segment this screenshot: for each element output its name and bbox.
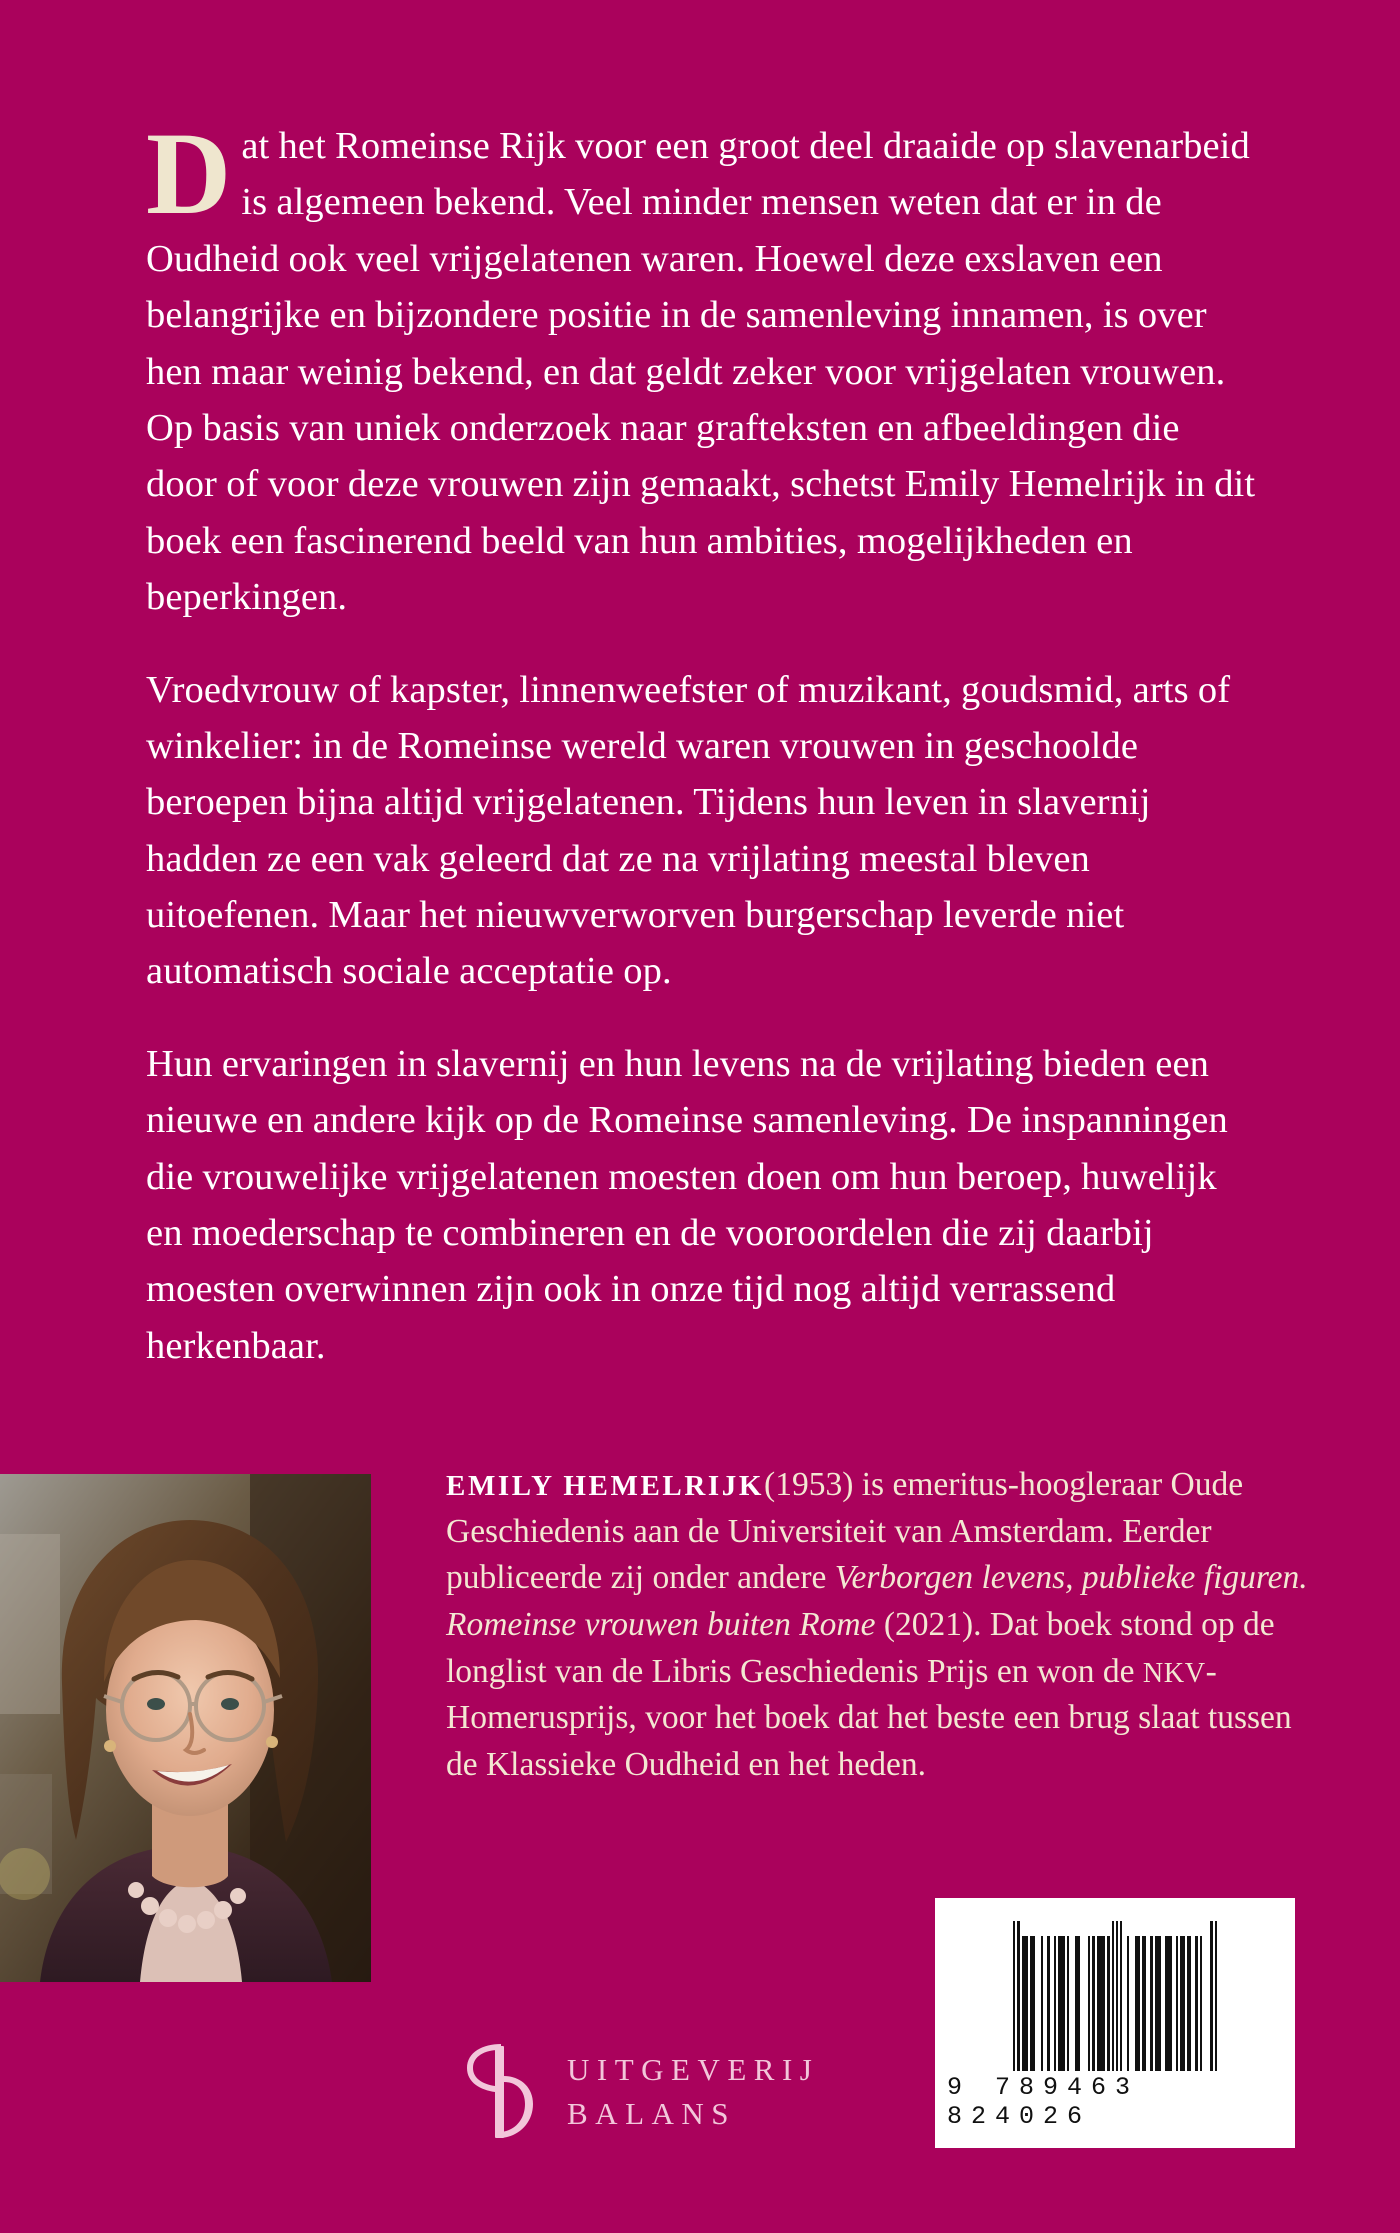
author-bio-part-3: -Homerusprijs, voor het boek dat het beste een brug slaat tussen de Klassieke Oudheid en het heden. [446,1652,1292,1783]
publisher-name [567,2048,819,2136]
author-portrait-photo [0,1474,371,1982]
author-previous-book-title: Verborgen levens, publieke figuren. Romeinse vrouwen buiten Rome [446,1559,1308,1643]
balans-monogram-icon [455,2044,543,2140]
publisher-line-2: BALANS [567,2096,737,2131]
publisher-logo [455,2044,819,2140]
blurb-paragraph-3: Hun ervaringen in slavernij en hun levens na de vrijlating bieden een nieuwe en andere kijk op de Romeinse samenleving. De inspanningen die vrouwelijke vrijgelatenen moesten doen om hun beroep, huwelijk en moederschap te combineren en de vooroordelen die zij daarbij moesten overwinnen zijn ook in onze tijd nog altijd verrassend herkenbaar. [146,1042,1228,1367]
author-bio-text [446,1462,1326,1788]
publisher-line-1: UITGEVERIJ [567,2051,820,2087]
barcode-bars [1013,1921,1217,2071]
isbn-barcode [935,1898,1295,2148]
author-bio-part-1: (1953) is emeritus-hoogleraar Oude Geschiedenis aan de Universiteit van Amsterdam. Eerder publiceerde zij onder andere [446,1466,1244,1597]
author-prize-abbreviation: NKV [1142,1657,1206,1689]
author-name: EMILY HEMELRIJK [446,1470,765,1502]
author-bio-block [446,1462,1326,1788]
barcode-digits: 9 789463 824026 [947,2073,1140,2131]
drop-cap-letter: D [146,108,232,239]
blurb-paragraph-1-text: at het Romeinse Rijk voor een groot deel draaide op slavenarbeid is algemeen bekend. Veel minder mensen weten dat er in de Oudheid ook veel vrijgelatenen waren. Hoewel deze exslaven een belangrijke en bijzondere positie in de samenleving innamen, is over hen maar weinig bekend, en dat geldt zeker voor vrijgelaten vrouwen. Op basis van uniek onderzoek naar grafteksten en afbeeldingen die door of voor deze vrouwen zijn gemaakt, schetst Emily Hemelrijk in dit boek een fascinerend beeld van hun ambities, mogelijkheden en beperkingen. [146,125,1256,619]
author-bio-part-2: (2021). Dat boek stond op de longlist van de Libris Geschiedenis Prijs en won de [446,1605,1275,1690]
blurb-paragraph-2: Vroedvrouw of kapster, linnenweefster of muzikant, goudsmid, arts of winkelier: in de Romeinse wereld waren vrouwen in geschoolde beroepen bijna altijd vrijgelatenen. Tijdens hun leven in slavernij hadden ze een vak geleerd dat ze na vrijlating meestal bleven uitoefenen. Maar het nieuwverworven burgerschap leverde niet automatisch sociale acceptatie op. [146,668,1231,993]
author-portrait-illustration [0,1474,371,1982]
blurb-text-block [146,108,1256,1374]
blurb-paragraph-1 [146,108,1256,626]
